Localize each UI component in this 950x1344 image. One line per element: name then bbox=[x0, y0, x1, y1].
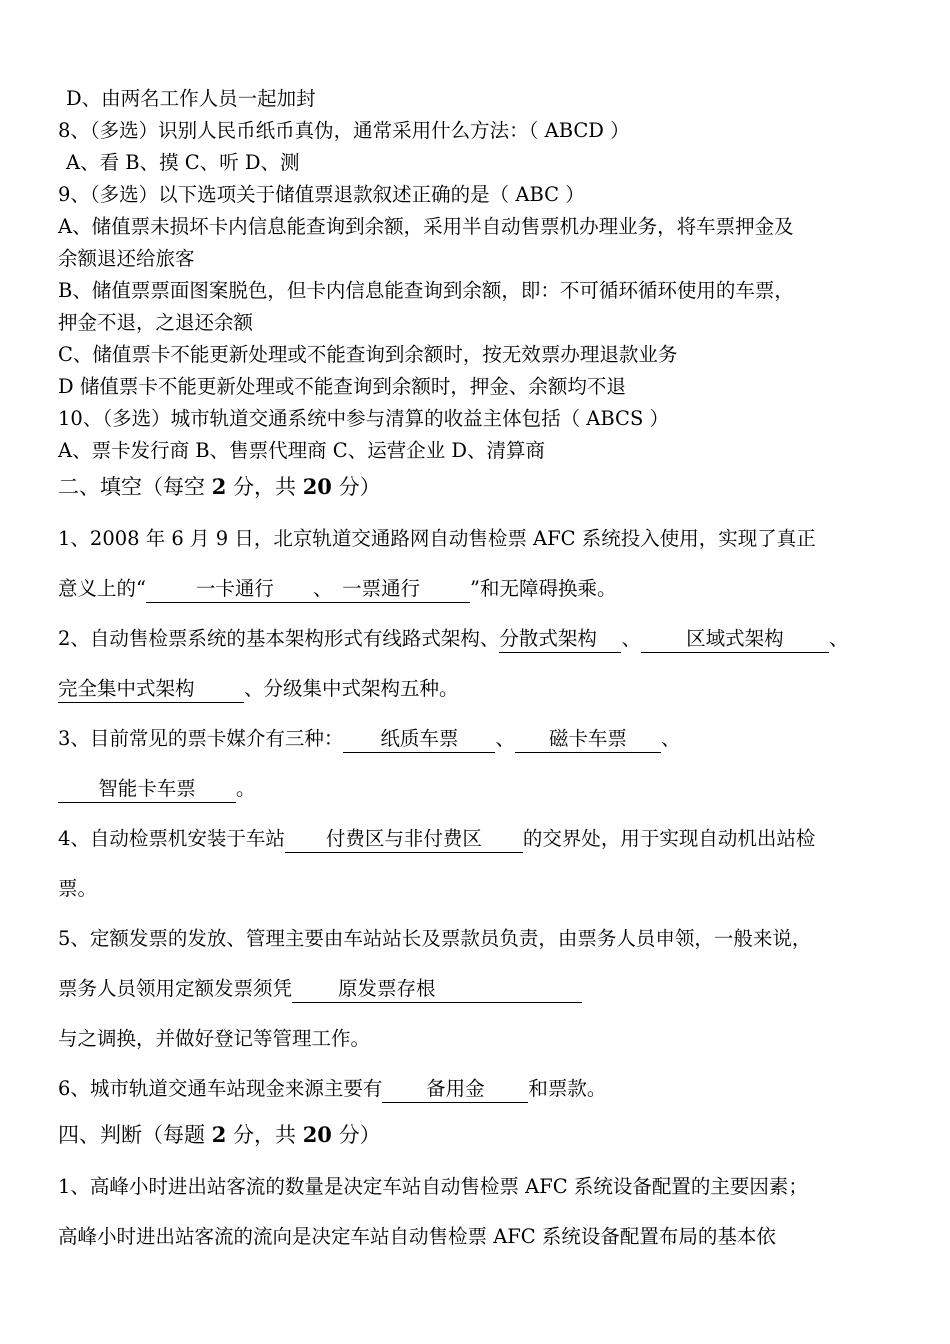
heading-text: 四、判断（每题 bbox=[58, 1123, 205, 1147]
question-10-options: A、票卡发行商 B、售票代理商 C、运营企业 D、清算商 bbox=[58, 439, 546, 462]
heading-text: 分） bbox=[338, 1123, 381, 1147]
answer-blank: 完全集中式架构 bbox=[58, 676, 244, 703]
question-text: 的交界处，用于实现自动机出站检 bbox=[522, 827, 816, 850]
fill-question-5-line3: 与之调换，并做好登记等管理工作。 bbox=[58, 1027, 371, 1050]
section-heading-judge bbox=[58, 1120, 894, 1150]
question-text: 6、城市轨道交通车站现金来源主要有 bbox=[58, 1077, 383, 1100]
question-text: 、 bbox=[621, 627, 641, 650]
answer-text: 原发票存根 bbox=[338, 977, 436, 1000]
fill-question-5-line1: 5、定额发票的发放、管理主要由车站站长及票款员负责，由票务人员申领，一般来说， bbox=[58, 927, 812, 950]
question-9-option-b-line2: 押金不退，之退还余额 bbox=[58, 311, 254, 334]
question-text: 、 bbox=[828, 627, 849, 650]
fill-question-2-line2 bbox=[58, 674, 894, 704]
heading-total: 20 bbox=[302, 1122, 332, 1147]
question-9-option-a-line2: 余额退还给旅客 bbox=[58, 247, 195, 270]
heading-text: 分） bbox=[338, 475, 381, 499]
section-heading-fill bbox=[58, 472, 894, 502]
answer-blank: 备用金 bbox=[382, 1076, 528, 1103]
fill-question-2-line1 bbox=[58, 624, 894, 654]
answer-blank bbox=[292, 976, 582, 1003]
answer-blank: 付费区与非付费区 bbox=[285, 826, 523, 853]
question-text: 和票款。 bbox=[528, 1077, 607, 1100]
question-10: 10、（多选）城市轨道交通系统中参与清算的收益主体包括（ ABCS ） bbox=[58, 407, 670, 430]
heading-text: 分，共 bbox=[233, 475, 296, 499]
fill-question-1-line2 bbox=[58, 574, 894, 604]
judge-question-1-line2: 高峰小时进出站客流的流向是决定车站自动售检票 AFC 系统设备配置布局的基本依 bbox=[58, 1225, 776, 1248]
fill-question-1-line1: 1、2008 年 6 月 9 日，北京轨道交通路网自动售检票 AFC 系统投入使用，实现了真正 bbox=[58, 527, 816, 550]
question-text: 、 bbox=[660, 727, 681, 750]
question-text: 。 bbox=[236, 777, 256, 800]
answer-blank: 分散式架构 bbox=[499, 626, 621, 653]
fill-question-4-line1 bbox=[58, 824, 894, 854]
heading-text: 分，共 bbox=[233, 1123, 296, 1147]
question-text: 3、目前常见的票卡媒介有三种： bbox=[58, 727, 344, 750]
question-text: 票务人员领用定额发票须凭 bbox=[58, 977, 293, 1000]
question-text: 2、自动售检票系统的基本架构形式有线路式架构、 bbox=[58, 627, 500, 650]
answer-blank: 智能卡车票 bbox=[58, 776, 236, 803]
heading-score: 2 bbox=[211, 474, 227, 499]
heading-total: 20 bbox=[302, 474, 332, 499]
answer-blank: 区域式架构 bbox=[641, 626, 829, 653]
answer-blank: 磁卡车票 bbox=[515, 726, 661, 753]
heading-text: 二、填空（每空 bbox=[58, 475, 205, 499]
judge-question-1-line1: 1、高峰小时进出站客流的数量是决定车站自动售检票 AFC 系统设备配置的主要因素； bbox=[58, 1175, 808, 1198]
question-text: 、 bbox=[495, 727, 515, 750]
question-text: 意义上的“ bbox=[58, 577, 146, 600]
question-text: 4、自动检票机安装于车站 bbox=[58, 827, 285, 850]
option-d-q7: D、由两名工作人员一起加封 bbox=[66, 87, 316, 110]
question-9-option-b-line1: B、储值票票面图案脱色，但卡内信息能查询到余额，即：不可循环循环使用的车票， bbox=[58, 279, 794, 302]
fill-question-6 bbox=[58, 1074, 894, 1104]
heading-score: 2 bbox=[211, 1122, 227, 1147]
fill-question-5-line2 bbox=[58, 974, 894, 1004]
fill-question-4-line2: 票。 bbox=[58, 877, 98, 900]
question-9-option-a-line1: A、储值票未损坏卡内信息能查询到余额，采用半自动售票机办理业务，将车票押金及 bbox=[58, 215, 794, 238]
answer-blank: 一卡通行 、 一票通行 bbox=[146, 576, 470, 603]
question-9-option-d: D 储值票卡不能更新处理或不能查询到余额时，押金、余额均不退 bbox=[58, 375, 626, 398]
fill-question-3-line2 bbox=[58, 774, 894, 804]
fill-question-3-line1 bbox=[58, 724, 894, 754]
question-8: 8、（多选）识别人民币纸币真伪，通常采用什么方法：（ ABCD ） bbox=[58, 119, 630, 142]
question-text: ”和无障碍换乘。 bbox=[469, 577, 617, 600]
question-text: 、分级集中式架构五种。 bbox=[244, 677, 459, 700]
question-8-options: A、看 B、摸 C、听 D、测 bbox=[66, 151, 300, 174]
question-9: 9、（多选）以下选项关于储值票退款叙述正确的是（ ABC ） bbox=[58, 183, 585, 206]
answer-blank: 纸质车票 bbox=[343, 726, 495, 753]
question-9-option-c: C、储值票卡不能更新处理或不能查询到余额时，按无效票办理退款业务 bbox=[58, 343, 678, 366]
